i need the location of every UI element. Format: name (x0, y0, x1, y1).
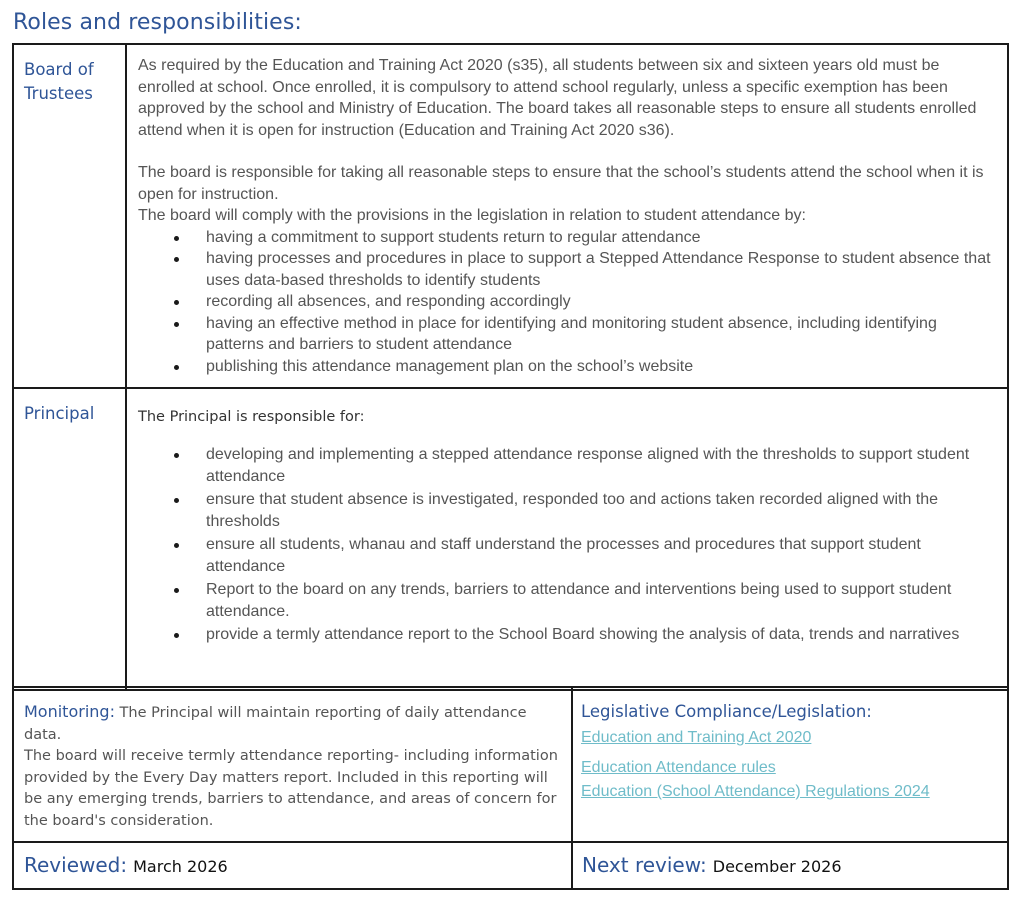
monitoring-review-table (12, 686, 1009, 890)
bullet-icon (174, 322, 179, 327)
link-education-training-act[interactable]: Education and Training Act 2020 (581, 729, 812, 746)
reviewed-label: Reviewed: (24, 853, 128, 877)
board-bullet-list (138, 227, 997, 378)
monitoring-cell (14, 688, 573, 841)
role-description-board (127, 45, 1007, 387)
bullet-icon (174, 498, 179, 503)
page-title: Roles and responsibilities: (13, 10, 302, 35)
list-item: provide a termly attendance report to the School Board showing the analysis of data, trends and narratives (138, 624, 997, 647)
role-description-principal (127, 389, 1007, 689)
link-school-attendance-regulations[interactable]: Education (School Attendance) Regulations 2024 (581, 783, 930, 800)
monitoring-text-2: The board will receive termly attendance reporting- including information provided by the Every Day matters report. Included in this reporting will be any emerging trends, barriers to attendance, and areas of concern for the board's consideration. (24, 748, 558, 829)
bullet-icon (174, 543, 179, 548)
legislation-heading: Legislative Compliance/Legislation: (581, 702, 872, 721)
bullet-icon (174, 365, 179, 370)
bullet-icon (174, 633, 179, 638)
reviewed-date: March 2026 (133, 857, 228, 876)
bullet-icon (174, 300, 179, 305)
table-row-principal (14, 389, 1007, 689)
bullet-icon (174, 588, 179, 593)
monitoring-section (14, 688, 571, 832)
list-item: having processes and procedures in place to support a Stepped Attendance Response to student absence that uses data-based thresholds to identify students (138, 248, 997, 291)
list-item: publishing this attendance management plan on the school’s website (138, 356, 997, 378)
bullet-icon (174, 236, 179, 241)
role-label-board: Board of Trustees (14, 45, 127, 387)
principal-bullet-list (138, 444, 997, 647)
role-label-principal: Principal (14, 389, 127, 689)
next-review-cell (573, 843, 1007, 888)
legislation-section (573, 688, 1007, 802)
monitoring-legislation-row (14, 688, 1007, 843)
list-item: ensure all students, whanau and staff understand the processes and procedures that support student attendance (138, 534, 997, 579)
monitoring-label: Monitoring: (24, 702, 115, 721)
list-item: Report to the board on any trends, barriers to attendance and interventions being used to support student attendance. (138, 579, 997, 624)
list-item: ensure that student absence is investigated, responded too and actions taken recorded aligned with the thresholds (138, 489, 997, 534)
list-item: having a commitment to support students return to regular attendance (138, 227, 997, 249)
next-review-date: December 2026 (712, 857, 842, 876)
roles-table (12, 43, 1009, 691)
reviewed-cell (14, 843, 573, 888)
bullet-icon (174, 453, 179, 458)
list-item: recording all absences, and responding accordingly (138, 291, 997, 313)
reviewed-content (14, 843, 571, 877)
link-education-attendance-rules[interactable]: Education Attendance rules (581, 759, 776, 776)
bullet-icon (174, 257, 179, 262)
review-row (14, 843, 1007, 888)
next-review-content (573, 843, 1007, 877)
board-paragraph-2: The board is responsible for taking all reasonable steps to ensure that the school’s students attend the school when it is open for instruction. (138, 164, 984, 203)
board-paragraph-1: As required by the Education and Training Act 2020 (s35), all students between six and sixteen years old must be enrolled at school. Once enrolled, it is compulsory to attend school regularly, unless a specific exemption has been approved by the school and Ministry of Education. The board takes all reasonable steps to ensure all students enrolled attend when it is open for instruction (Education and Training Act 2020 s36). (138, 57, 977, 139)
list-item: having an effective method in place for identifying and monitoring student absence, including identifying patterns and barriers to student attendance (138, 313, 997, 356)
monitoring-text-1: The Principal will maintain reporting of daily attendance data. (24, 705, 527, 743)
next-review-label: Next review: (582, 853, 707, 877)
table-row-board-of-trustees (14, 45, 1007, 389)
list-item: developing and implementing a stepped attendance response aligned with the thresholds to support student attendance (138, 444, 997, 489)
board-paragraph-3: The board will comply with the provisions in the legislation in relation to student attendance by: (138, 207, 806, 224)
legislation-cell (573, 688, 1007, 841)
principal-intro: The Principal is responsible for: (138, 409, 365, 425)
